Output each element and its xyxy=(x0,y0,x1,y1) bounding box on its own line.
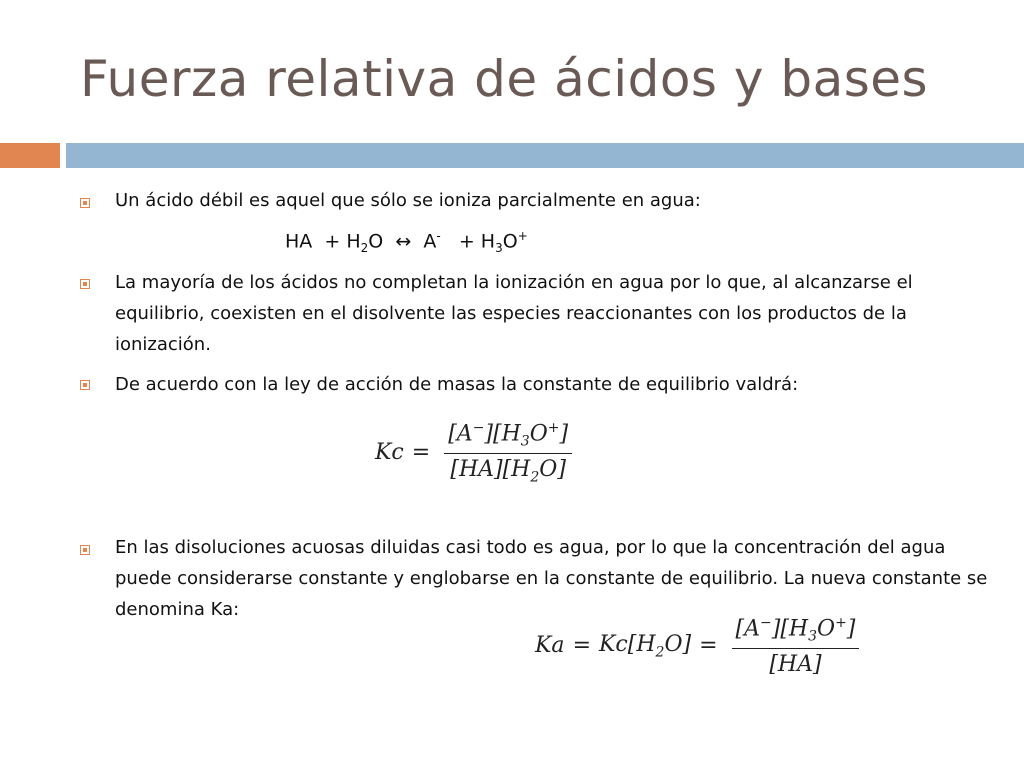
paragraph-dilute-solutions: En las disoluciones acuosas diluidas casi todo es agua, por lo que la concentración del agua puede considerarse constante y englobarse en la constante de equilibrio. La nueva constante se denomina Ka: xyxy=(115,537,988,620)
eq-o: O xyxy=(368,230,384,253)
eq-plus-h: + H xyxy=(324,230,361,253)
slide-title: Fuerza relativa de ácidos y bases xyxy=(80,50,929,108)
bullet-icon xyxy=(80,279,90,289)
kc-equals: = xyxy=(411,440,431,466)
formula-kc xyxy=(375,420,578,485)
kc-lhs: Kc xyxy=(375,440,404,466)
eq-plus-h3: + H xyxy=(458,230,496,253)
eq-ha: HA xyxy=(285,230,313,253)
kc-fraction xyxy=(444,420,572,485)
ka-kc-term: $Kc[H_2O]$ xyxy=(599,631,692,661)
paragraph-mass-action: De acuerdo con la ley de acción de masas la constante de equilibrio valdrá: xyxy=(115,374,799,395)
eq-arrow: ↔ xyxy=(395,230,412,253)
bullet-icon xyxy=(80,198,90,208)
eq-a-sup: - xyxy=(436,229,441,243)
formula-ka xyxy=(535,615,865,677)
bullet-icon xyxy=(80,545,90,555)
ionization-equation xyxy=(285,229,528,255)
eq-a: A xyxy=(423,230,437,253)
paragraph-equilibrium: La mayoría de los ácidos no completan la ionización en agua por lo que, al alcanzarse el equilibrio, coexisten en el disolvente las especies reaccionantes con los productos de la ionización. xyxy=(115,272,913,355)
bullet-icon xyxy=(80,380,90,390)
ka-denominator: [HA] xyxy=(769,651,822,677)
accent-bar-orange xyxy=(0,143,60,168)
ka-lhs: Ka xyxy=(535,633,565,659)
ka-equals-1: = xyxy=(572,633,591,659)
paragraph-weak-acid: Un ácido débil es aquel que sólo se ioniza parcialmente en agua: xyxy=(115,190,701,211)
kc-numerator: $[A^-][H_3O^+]$ xyxy=(444,420,572,454)
eq-h3o-sup: + xyxy=(517,229,528,243)
kc-denominator: $[HA][H_2O]$ xyxy=(450,456,566,486)
ka-numerator: $[A^-][H_3O^+]$ xyxy=(732,615,860,649)
eq-o2: O xyxy=(502,230,518,253)
ka-equals-2: = xyxy=(699,633,718,659)
eq-h2o-sub: 2 xyxy=(360,241,369,256)
accent-bar-blue xyxy=(66,143,1024,168)
eq-h3o-sub: 3 xyxy=(495,241,503,256)
ka-fraction xyxy=(732,615,860,677)
